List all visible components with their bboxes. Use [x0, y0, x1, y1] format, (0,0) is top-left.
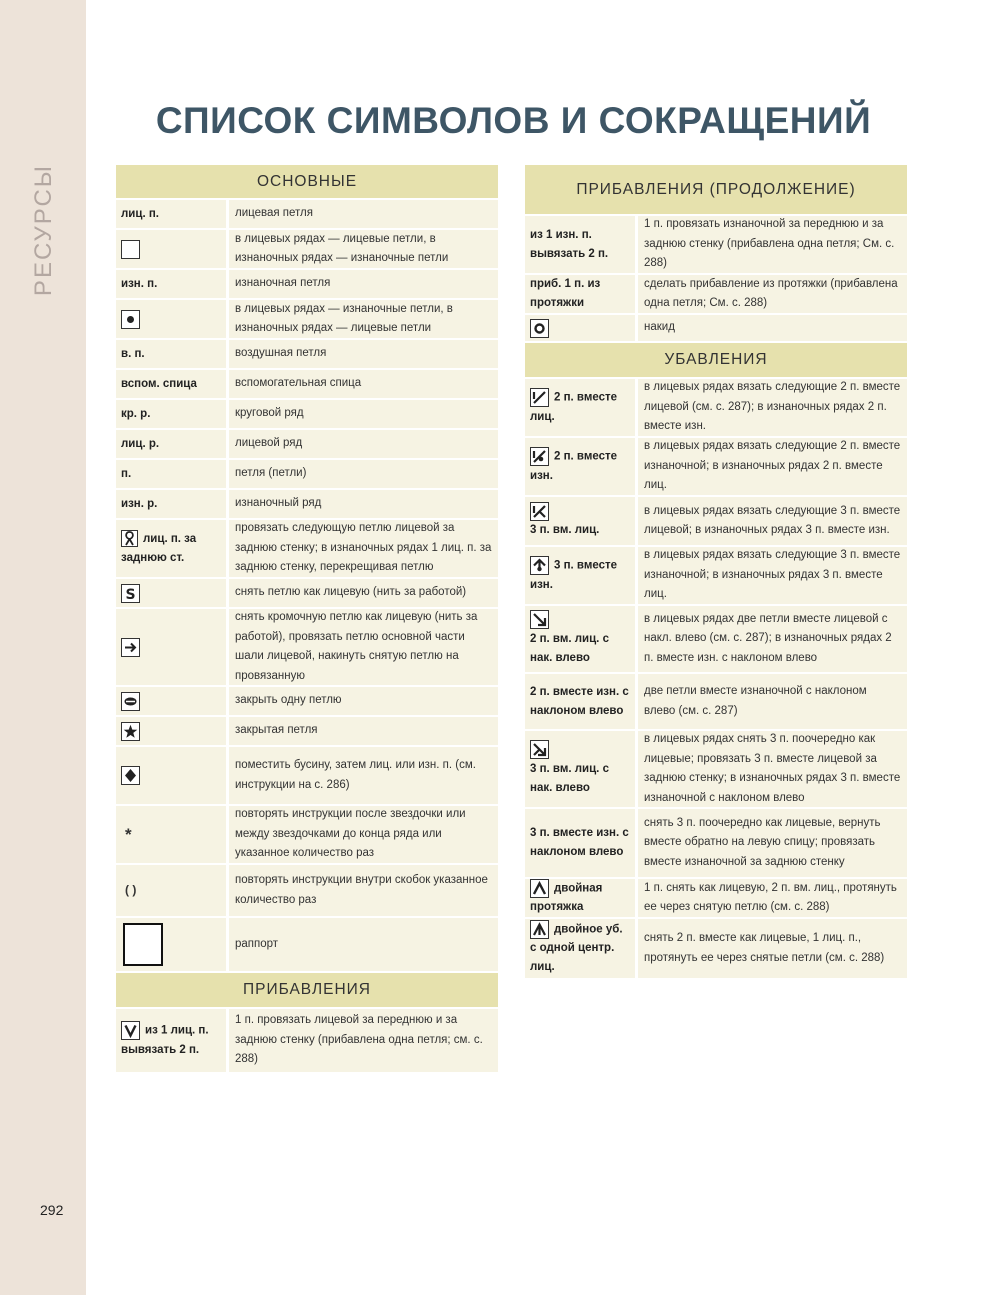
abbrev-cell	[116, 687, 229, 715]
desc-cell: в лицевых рядах вязать следующие 3 п. вместе изнаночной; в изнаночных рядах 3 п. вместе лиц.	[644, 549, 901, 601]
section-label: РЕСУРСЫ	[30, 163, 57, 297]
abbrev-cell: вспом. спица	[116, 370, 229, 398]
p3tog-icon	[530, 556, 549, 575]
abbrev-cell	[116, 230, 229, 268]
abbrev-cell: в. п.	[116, 340, 229, 368]
v-increase-icon	[121, 1021, 140, 1040]
desc-cell: в лицевых рядах вязать следующие 2 п. вместе изнаночной; в изнаночных рядах 2 п. вместе лиц.	[644, 440, 901, 492]
table-row	[116, 370, 498, 400]
page-number: 292	[40, 1202, 64, 1218]
abbrev-label: 2 п. вместе изн.	[530, 450, 618, 482]
abbrev-label: двойное уб. с одной центр. лиц.	[530, 923, 623, 974]
bind-off-icon	[121, 692, 140, 711]
table-row	[116, 430, 498, 460]
table-row	[116, 918, 498, 973]
table-row	[116, 687, 498, 717]
desc-cell: закрыть одну петлю	[235, 694, 342, 707]
abbrev-label: 3 п. вм. лиц.	[530, 524, 600, 537]
abbrev-cell	[116, 865, 229, 916]
abbrev-label: из 1 лиц. п. вывязать 2 п.	[121, 1024, 209, 1056]
table-row	[525, 547, 907, 606]
table-row	[116, 230, 498, 270]
table-row	[525, 919, 907, 980]
abbrev-cell	[525, 315, 638, 341]
table-row	[116, 460, 498, 490]
abbrev-cell: лиц. р.	[116, 430, 229, 458]
svg-text:S: S	[125, 586, 136, 601]
table-row	[525, 438, 907, 497]
abbrev-cell	[525, 919, 638, 978]
arrow-right-icon	[121, 638, 140, 657]
abbrev-cell	[525, 547, 638, 604]
abbrev-cell: кр. р.	[116, 400, 229, 428]
abbrev-cell: лиц. п.	[116, 200, 229, 228]
abbrev-cell	[525, 731, 638, 807]
abbrev-cell	[525, 379, 638, 436]
desc-cell: в лицевых рядах снять 3 п. поочередно как лицевые; провязать 3 п. вместе лицевой за заднюю стенку; в изнаночных рядах 3 п. вместе изнаночной с наклоном влево	[644, 733, 901, 804]
abbrev-cell: 2 п. вместе изн. с наклоном влево	[525, 674, 638, 729]
desc-cell: накид	[644, 321, 675, 334]
section-header-increases: ПРИБАВЛЕНИЯ	[116, 973, 498, 1009]
k3tog-icon	[530, 502, 549, 521]
table-row	[525, 216, 907, 275]
right-column	[525, 165, 907, 980]
table-row	[116, 579, 498, 609]
abbrev-label: 2 п. вм. лиц. с нак. влево	[530, 632, 609, 664]
abbrev-cell: из 1 изн. п. вывязать 2 п.	[525, 216, 638, 273]
table-row	[116, 747, 498, 806]
abbrev-cell	[525, 497, 638, 545]
desc-cell: лицевой ряд	[235, 437, 303, 450]
desc-cell: вспомогательная спица	[235, 377, 362, 390]
table-row	[525, 275, 907, 315]
abbrev-label: 3 п. вместе изн.	[530, 559, 618, 591]
table-row	[116, 520, 498, 579]
desc-cell: повторять инструкции после звездочки или между звездочками до конца ряда или указанное количество раз	[235, 808, 466, 860]
twisted-knit-icon	[121, 530, 138, 547]
table-row	[116, 717, 498, 747]
desc-cell: в лицевых рядах две петли вместе лицевой с накл. влево (см. с. 287); в изнаночных рядах 2 п. вместе изн. с наклоном влево	[644, 612, 892, 664]
table-row	[525, 379, 907, 438]
parentheses-symbol: ( )	[125, 883, 137, 897]
abbrev-cell	[116, 918, 229, 971]
table-row	[525, 674, 907, 731]
abbrev-cell: приб. 1 п. из протяжки	[525, 275, 638, 313]
table-row	[116, 200, 498, 230]
slip-s-icon	[121, 584, 140, 603]
table-row	[116, 1009, 498, 1074]
asterisk-symbol: *	[125, 825, 132, 844]
desc-cell: 1 п. провязать изнаночной за переднюю и за заднюю стенку (прибавлена одна петля; См. с. 288)	[644, 218, 895, 270]
desc-cell: в лицевых рядах вязать следующие 3 п. вместе лицевой; в изнаночных рядах 3 п. вместе изн.	[644, 504, 901, 536]
desc-cell: изнаночный ряд	[235, 497, 322, 510]
abbrev-label: двойная протяжка	[530, 882, 603, 914]
desc-cell: снять 3 п. поочередно как лицевые, вернуть вместе обратно на левую спицу; провязать вместе изнаночной за заднюю стенку	[644, 816, 881, 868]
table-row	[116, 806, 498, 865]
desc-cell: снять 2 п. вместе как лицевые, 1 лиц. п., протянуть ее через снятые петли (см. с. 288)	[644, 932, 885, 964]
sidebar	[0, 0, 86, 1295]
desc-cell: воздушная петля	[235, 347, 327, 360]
empty-square-icon	[121, 240, 140, 259]
sk3-icon	[530, 740, 549, 759]
desc-cell: 1 п. снять как лицевую, 2 п. вм. лиц., протянуть ее через снятую петлю (см. с. 288)	[644, 881, 897, 913]
abbrev-cell	[116, 520, 229, 577]
table-row	[116, 340, 498, 370]
double-dec-icon	[530, 920, 549, 939]
abbrev-label: лиц. п. за заднюю ст.	[121, 532, 197, 564]
ssk-icon	[530, 610, 549, 629]
desc-cell: сделать прибавление из протяжки (прибавлена одна петля; См. с. 288)	[644, 277, 898, 309]
abbrev-cell	[116, 806, 229, 863]
desc-cell: лицевая петля	[235, 207, 313, 220]
abbrev-cell: изн. р.	[116, 490, 229, 518]
table-row	[116, 400, 498, 430]
dot-square-icon	[121, 310, 140, 329]
section-header-basic: ОСНОВНЫЕ	[116, 165, 498, 200]
desc-cell: круговой ряд	[235, 407, 304, 420]
desc-cell: повторять инструкции внутри скобок указанное количество раз	[235, 874, 488, 906]
section-header-increases-cont: ПРИБАВЛЕНИЯ (ПРОДОЛЖЕНИЕ)	[525, 165, 907, 216]
desc-cell: провязать следующую петлю лицевой за заднюю стенку; в изнаночных рядах 1 лиц. п. за заднюю стенку, перекрещивая петлю	[235, 522, 492, 574]
desc-cell: снять петлю как лицевую (нить за работой)	[235, 586, 467, 599]
table-row	[525, 879, 907, 919]
abbrev-cell	[116, 717, 229, 745]
abbrev-cell: 3 п. вместе изн. с наклоном влево	[525, 809, 638, 877]
abbrev-label: 2 п. вместе лиц.	[530, 391, 618, 423]
table-row	[116, 609, 498, 687]
abbrev-cell: п.	[116, 460, 229, 488]
page-title: СПИСОК СИМВОЛОВ И СОКРАЩЕНИЙ	[155, 100, 872, 141]
desc-cell: изнаночная петля	[235, 277, 331, 290]
abbrev-cell: изн. п.	[116, 270, 229, 298]
p2tog-icon	[530, 447, 549, 466]
yarn-over-icon	[530, 319, 549, 338]
table-row	[116, 270, 498, 300]
table-row	[525, 606, 907, 674]
desc-cell: в лицевых рядах вязать следующие 2 п. вместе лицевой (см. с. 287); в изнаночных рядах 2 п. вместе изн.	[644, 381, 901, 433]
desc-cell: 1 п. провязать лицевой за переднюю и за заднюю стенку (прибавлена одна петля; см. с. 288)	[235, 1014, 483, 1066]
section-header-decreases: УБАВЛЕНИЯ	[525, 343, 907, 379]
table-row	[116, 490, 498, 520]
abbrev-label: 3 п. вм. лиц. с нак. влево	[530, 762, 609, 794]
abbrev-cell	[116, 1009, 229, 1072]
desc-cell: закрытая петля	[235, 724, 318, 737]
left-column	[116, 165, 498, 1074]
table-row	[525, 731, 907, 809]
k2tog-icon	[530, 388, 549, 407]
abbrev-cell	[525, 879, 638, 917]
desc-cell: снять кромочную петлю как лицевую (нить за работой), провязать петлю основной части шали лицевой, накинуть снятую петлю на провязанную	[235, 611, 478, 682]
abbrev-cell	[116, 609, 229, 685]
desc-cell: поместить бусину, затем лиц. или изн. п. (см. инструкции на с. 286)	[235, 759, 476, 791]
double-stretch-icon	[530, 879, 549, 898]
table-row	[116, 300, 498, 340]
star-icon	[121, 722, 140, 741]
desc-cell: петля (петли)	[235, 467, 307, 480]
table-row	[116, 865, 498, 918]
table-row	[525, 315, 907, 343]
desc-cell: раппорт	[235, 937, 279, 950]
abbrev-cell	[116, 747, 229, 804]
table-row	[525, 497, 907, 547]
desc-cell: в лицевых рядах — лицевые петли, в изнаночных рядах — изнаночные петли	[235, 232, 449, 264]
abbrev-cell	[525, 438, 638, 495]
table-row	[525, 809, 907, 879]
desc-cell: в лицевых рядах — изнаночные петли, в изнаночных рядах — лицевые петли	[235, 302, 453, 334]
bead-diamond-icon	[121, 766, 140, 785]
abbrev-cell	[116, 579, 229, 607]
abbrev-cell	[116, 300, 229, 338]
desc-cell: две петли вместе изнаночной с наклоном влево (см. с. 287)	[644, 685, 867, 717]
abbrev-cell	[525, 606, 638, 672]
repeat-box-icon	[123, 923, 163, 966]
